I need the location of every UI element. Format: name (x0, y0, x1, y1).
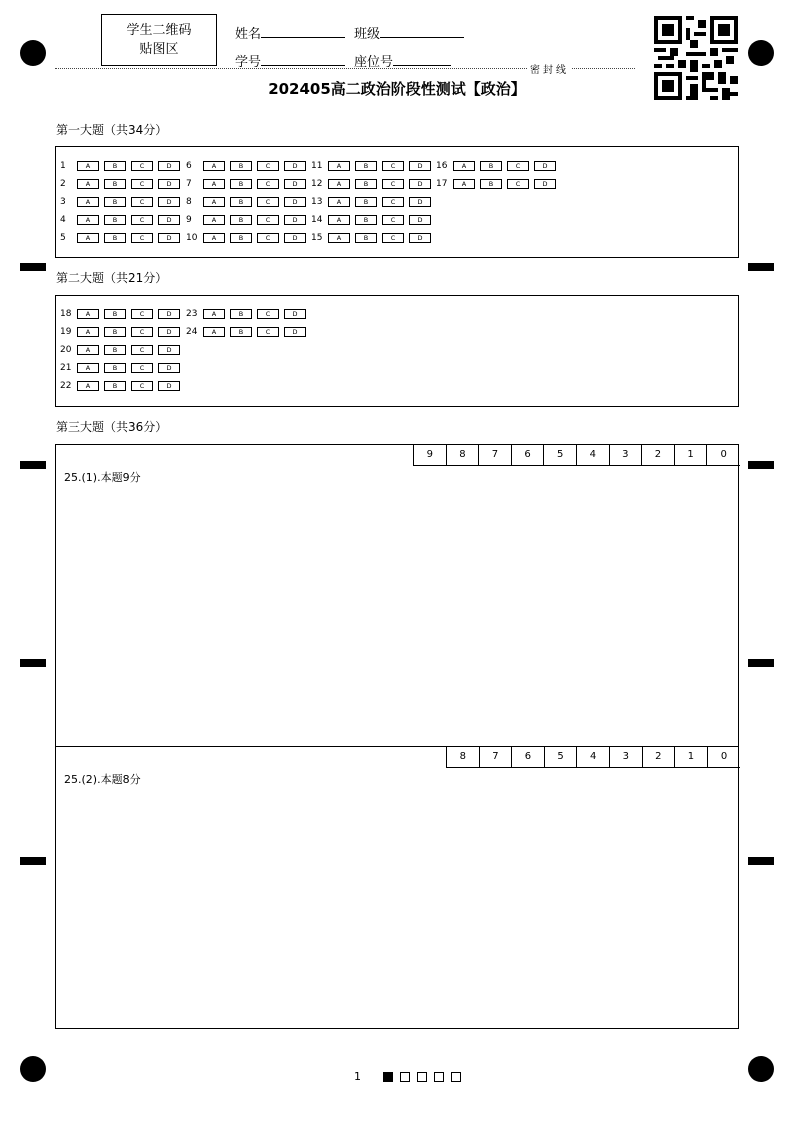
score-cell-4[interactable]: 4 (577, 445, 610, 465)
option-bubble-b[interactable]: B (230, 233, 252, 243)
question-row-17 (436, 178, 561, 189)
class-field[interactable] (354, 23, 464, 42)
question-number: 6 (186, 160, 192, 171)
option-bubble-c[interactable]: C (382, 197, 404, 207)
option-bubble-c[interactable]: C (131, 215, 153, 225)
sticker-label-line1: 学生二维码 (126, 23, 192, 38)
option-bubble-d[interactable]: D (158, 381, 180, 391)
question-row-13 (311, 196, 436, 207)
option-bubble-a[interactable]: A (328, 179, 350, 189)
question-row-5 (60, 232, 185, 243)
option-bubble-b[interactable]: B (230, 215, 252, 225)
question-row-18 (60, 308, 185, 319)
question-number: 8 (186, 196, 192, 207)
question-number: 2 (60, 178, 66, 189)
option-bubble-d[interactable]: D (158, 215, 180, 225)
score-cell-0[interactable]: 0 (720, 449, 727, 460)
question-row-1 (60, 160, 185, 171)
option-bubble-a[interactable]: A (203, 309, 225, 319)
option-bubble-d[interactable]: D (158, 309, 180, 319)
option-bubble-a[interactable]: A (453, 179, 475, 189)
registration-dot-bottom-right (748, 1056, 774, 1082)
option-bubble-d[interactable]: D (158, 363, 180, 373)
question-number: 24 (186, 326, 198, 337)
option-bubble-b[interactable]: B (104, 197, 126, 207)
question-row-3 (60, 196, 185, 207)
page-indicator-square (400, 1072, 410, 1082)
option-bubble-c[interactable]: C (382, 179, 404, 189)
option-bubble-c[interactable]: C (257, 179, 279, 189)
option-bubble-a[interactable]: A (77, 363, 99, 373)
question-number: 10 (186, 232, 198, 243)
option-bubble-a[interactable]: A (77, 345, 99, 355)
question-number: 9 (186, 214, 192, 225)
option-bubble-a[interactable]: A (77, 197, 99, 207)
question-number: 20 (60, 344, 72, 355)
question-number: 17 (436, 178, 448, 189)
score-cell-1[interactable]: 1 (675, 445, 708, 465)
timing-mark-left (20, 659, 46, 667)
option-bubble-b[interactable]: B (104, 233, 126, 243)
option-bubble-c[interactable]: C (382, 233, 404, 243)
option-bubble-d[interactable]: D (409, 233, 431, 243)
option-bubble-a[interactable]: A (203, 215, 225, 225)
option-bubble-b[interactable]: B (104, 327, 126, 337)
score-cell-6[interactable]: 6 (512, 747, 545, 767)
score-cell-8[interactable]: 8 (447, 445, 480, 465)
question-number: 23 (186, 308, 198, 319)
question-number: 19 (60, 326, 72, 337)
score-strip-q25-1 (413, 445, 740, 466)
student-id-label: 学号 (235, 55, 262, 70)
option-bubble-a[interactable]: A (77, 381, 99, 391)
option-bubble-a[interactable]: A (203, 197, 225, 207)
option-bubble-a[interactable]: A (203, 327, 225, 337)
question-row-6 (186, 160, 311, 171)
score-cell-8[interactable]: 8 (447, 747, 480, 767)
option-bubble-c[interactable]: C (257, 161, 279, 171)
option-bubble-b[interactable]: B (230, 327, 252, 337)
question-row-16 (436, 160, 561, 171)
option-bubble-a[interactable]: A (328, 161, 350, 171)
registration-dot-top-left (20, 40, 46, 66)
score-cell-7[interactable]: 7 (480, 747, 513, 767)
option-bubble-b[interactable]: B (104, 179, 126, 189)
question-row-10 (186, 232, 311, 243)
option-bubble-b[interactable]: B (480, 179, 502, 189)
option-bubble-a[interactable]: A (453, 161, 475, 171)
option-bubble-d[interactable]: D (284, 309, 306, 319)
question-row-23 (186, 308, 311, 319)
score-cell-2[interactable]: 2 (642, 445, 675, 465)
option-bubble-a[interactable]: A (328, 215, 350, 225)
question-row-19 (60, 326, 185, 337)
timing-mark-left (20, 857, 46, 865)
option-bubble-b[interactable]: B (355, 215, 377, 225)
option-bubble-c[interactable]: C (131, 327, 153, 337)
option-bubble-d[interactable]: D (158, 197, 180, 207)
option-bubble-c[interactable]: C (382, 161, 404, 171)
option-bubble-d[interactable]: D (409, 179, 431, 189)
option-bubble-a[interactable]: A (203, 233, 225, 243)
option-bubble-d[interactable]: D (409, 197, 431, 207)
option-bubble-b[interactable]: B (355, 197, 377, 207)
option-bubble-b[interactable]: B (230, 179, 252, 189)
option-bubble-b[interactable]: B (355, 161, 377, 171)
option-bubble-b[interactable]: B (230, 309, 252, 319)
score-strip-q25-2 (446, 747, 740, 768)
page-number: 1 (354, 1070, 361, 1083)
sticker-label-line2: 贴图区 (139, 42, 179, 57)
timing-mark-left (20, 461, 46, 469)
section3-answer-box (55, 444, 739, 1029)
timing-mark-right (748, 263, 774, 271)
option-bubble-d[interactable]: D (534, 179, 556, 189)
option-bubble-a[interactable]: A (328, 233, 350, 243)
score-cell-6[interactable]: 6 (512, 445, 545, 465)
question-number: 22 (60, 380, 72, 391)
option-bubble-c[interactable]: C (131, 345, 153, 355)
option-bubble-d[interactable]: D (158, 327, 180, 337)
section3-title: 第三大题（共36分） (56, 420, 168, 434)
option-bubble-a[interactable]: A (77, 233, 99, 243)
seat-label: 座位号 (354, 55, 394, 70)
question-row-9 (186, 214, 311, 225)
timing-mark-right (748, 461, 774, 469)
option-bubble-a[interactable]: A (328, 197, 350, 207)
option-bubble-b[interactable]: B (104, 309, 126, 319)
option-bubble-c[interactable]: C (507, 161, 529, 171)
option-bubble-d[interactable]: D (284, 197, 306, 207)
option-bubble-d[interactable]: D (409, 215, 431, 225)
name-field[interactable] (235, 23, 345, 42)
question-number: 11 (311, 160, 323, 171)
question-row-2 (60, 178, 185, 189)
seal-line-label: 密封线 (528, 61, 571, 76)
timing-mark-right (748, 659, 774, 667)
score-cell-3[interactable]: 3 (610, 445, 643, 465)
name-label: 姓名 (235, 27, 262, 42)
question-label-25-1: 25.(1).本题9分 (64, 471, 141, 484)
question-number: 14 (311, 214, 323, 225)
option-bubble-d[interactable]: D (284, 179, 306, 189)
option-bubble-d[interactable]: D (284, 327, 306, 337)
option-bubble-b[interactable]: B (480, 161, 502, 171)
question-number: 13 (311, 196, 323, 207)
question-label-25-2: 25.(2).本题8分 (64, 773, 141, 786)
score-cell-5[interactable]: 5 (544, 445, 577, 465)
option-bubble-c[interactable]: C (257, 233, 279, 243)
option-bubble-a[interactable]: A (203, 179, 225, 189)
option-bubble-c[interactable]: C (257, 197, 279, 207)
option-bubble-b[interactable]: B (355, 233, 377, 243)
option-bubble-b[interactable]: B (104, 345, 126, 355)
class-label: 班级 (354, 27, 381, 42)
option-bubble-d[interactable]: D (158, 345, 180, 355)
option-bubble-d[interactable]: D (284, 233, 306, 243)
question-row-24 (186, 326, 311, 337)
option-bubble-a[interactable]: A (203, 161, 225, 171)
option-bubble-b[interactable]: B (230, 161, 252, 171)
option-bubble-b[interactable]: B (104, 215, 126, 225)
question-number: 12 (311, 178, 323, 189)
option-bubble-b[interactable]: B (104, 161, 126, 171)
option-bubble-b[interactable]: B (355, 179, 377, 189)
page-indicator-square (451, 1072, 461, 1082)
page-indicator-square (417, 1072, 427, 1082)
option-bubble-b[interactable]: B (104, 381, 126, 391)
option-bubble-c[interactable]: C (131, 161, 153, 171)
option-bubble-a[interactable]: A (77, 161, 99, 171)
option-bubble-a[interactable]: A (77, 309, 99, 319)
option-bubble-c[interactable]: C (131, 179, 153, 189)
option-bubble-d[interactable]: D (158, 161, 180, 171)
question-number: 21 (60, 362, 72, 373)
question-number: 7 (186, 178, 192, 189)
option-bubble-a[interactable]: A (77, 179, 99, 189)
option-bubble-a[interactable]: A (77, 215, 99, 225)
score-cell-3[interactable]: 3 (610, 747, 643, 767)
question-row-7 (186, 178, 311, 189)
option-bubble-c[interactable]: C (131, 233, 153, 243)
score-cell-2[interactable]: 2 (643, 747, 676, 767)
question-row-15 (311, 232, 436, 243)
score-cell-4[interactable]: 4 (577, 747, 610, 767)
option-bubble-c[interactable]: C (257, 215, 279, 225)
question-row-8 (186, 196, 311, 207)
question-row-20 (60, 344, 185, 355)
option-bubble-d[interactable]: D (158, 233, 180, 243)
question-number: 3 (60, 196, 66, 207)
question-number: 15 (311, 232, 323, 243)
option-bubble-d[interactable]: D (158, 179, 180, 189)
option-bubble-a[interactable]: A (77, 327, 99, 337)
question-number: 4 (60, 214, 66, 225)
question-number: 16 (436, 160, 448, 171)
option-bubble-c[interactable]: C (131, 197, 153, 207)
option-bubble-c[interactable]: C (131, 309, 153, 319)
qr-sticker-area (101, 14, 217, 66)
option-bubble-c[interactable]: C (257, 327, 279, 337)
question-number: 1 (60, 160, 66, 171)
option-bubble-d[interactable]: D (284, 161, 306, 171)
score-cell-7[interactable]: 7 (479, 445, 512, 465)
option-bubble-c[interactable]: C (382, 215, 404, 225)
question-row-21 (60, 362, 185, 373)
option-bubble-c[interactable]: C (131, 381, 153, 391)
option-bubble-c[interactable]: C (257, 309, 279, 319)
question-row-12 (311, 178, 436, 189)
timing-mark-left (20, 263, 46, 271)
score-cell-9[interactable]: 9 (414, 445, 447, 465)
option-bubble-c[interactable]: C (507, 179, 529, 189)
timing-mark-right (748, 857, 774, 865)
exam-title: 202405高二政治阶段性测试【政治】 (268, 80, 526, 98)
page-indicator-square (434, 1072, 444, 1082)
registration-dot-bottom-left (20, 1056, 46, 1082)
registration-dot-top-right (748, 40, 774, 66)
score-cell-0[interactable]: 0 (720, 751, 728, 762)
option-bubble-b[interactable]: B (230, 197, 252, 207)
page-indicator-square (383, 1072, 393, 1082)
score-cell-5[interactable]: 5 (545, 747, 578, 767)
option-bubble-d[interactable]: D (284, 215, 306, 225)
question-row-4 (60, 214, 185, 225)
score-cell-1[interactable]: 1 (675, 747, 708, 767)
question-number: 18 (60, 308, 72, 319)
section1-title: 第一大题（共34分） (56, 123, 168, 137)
option-bubble-c[interactable]: C (131, 363, 153, 373)
question-row-14 (311, 214, 436, 225)
option-bubble-b[interactable]: B (104, 363, 126, 373)
option-bubble-d[interactable]: D (409, 161, 431, 171)
question-row-11 (311, 160, 436, 171)
question-number: 5 (60, 232, 66, 243)
section2-title: 第二大题（共21分） (56, 271, 168, 285)
question-row-22 (60, 380, 185, 391)
option-bubble-d[interactable]: D (534, 161, 556, 171)
